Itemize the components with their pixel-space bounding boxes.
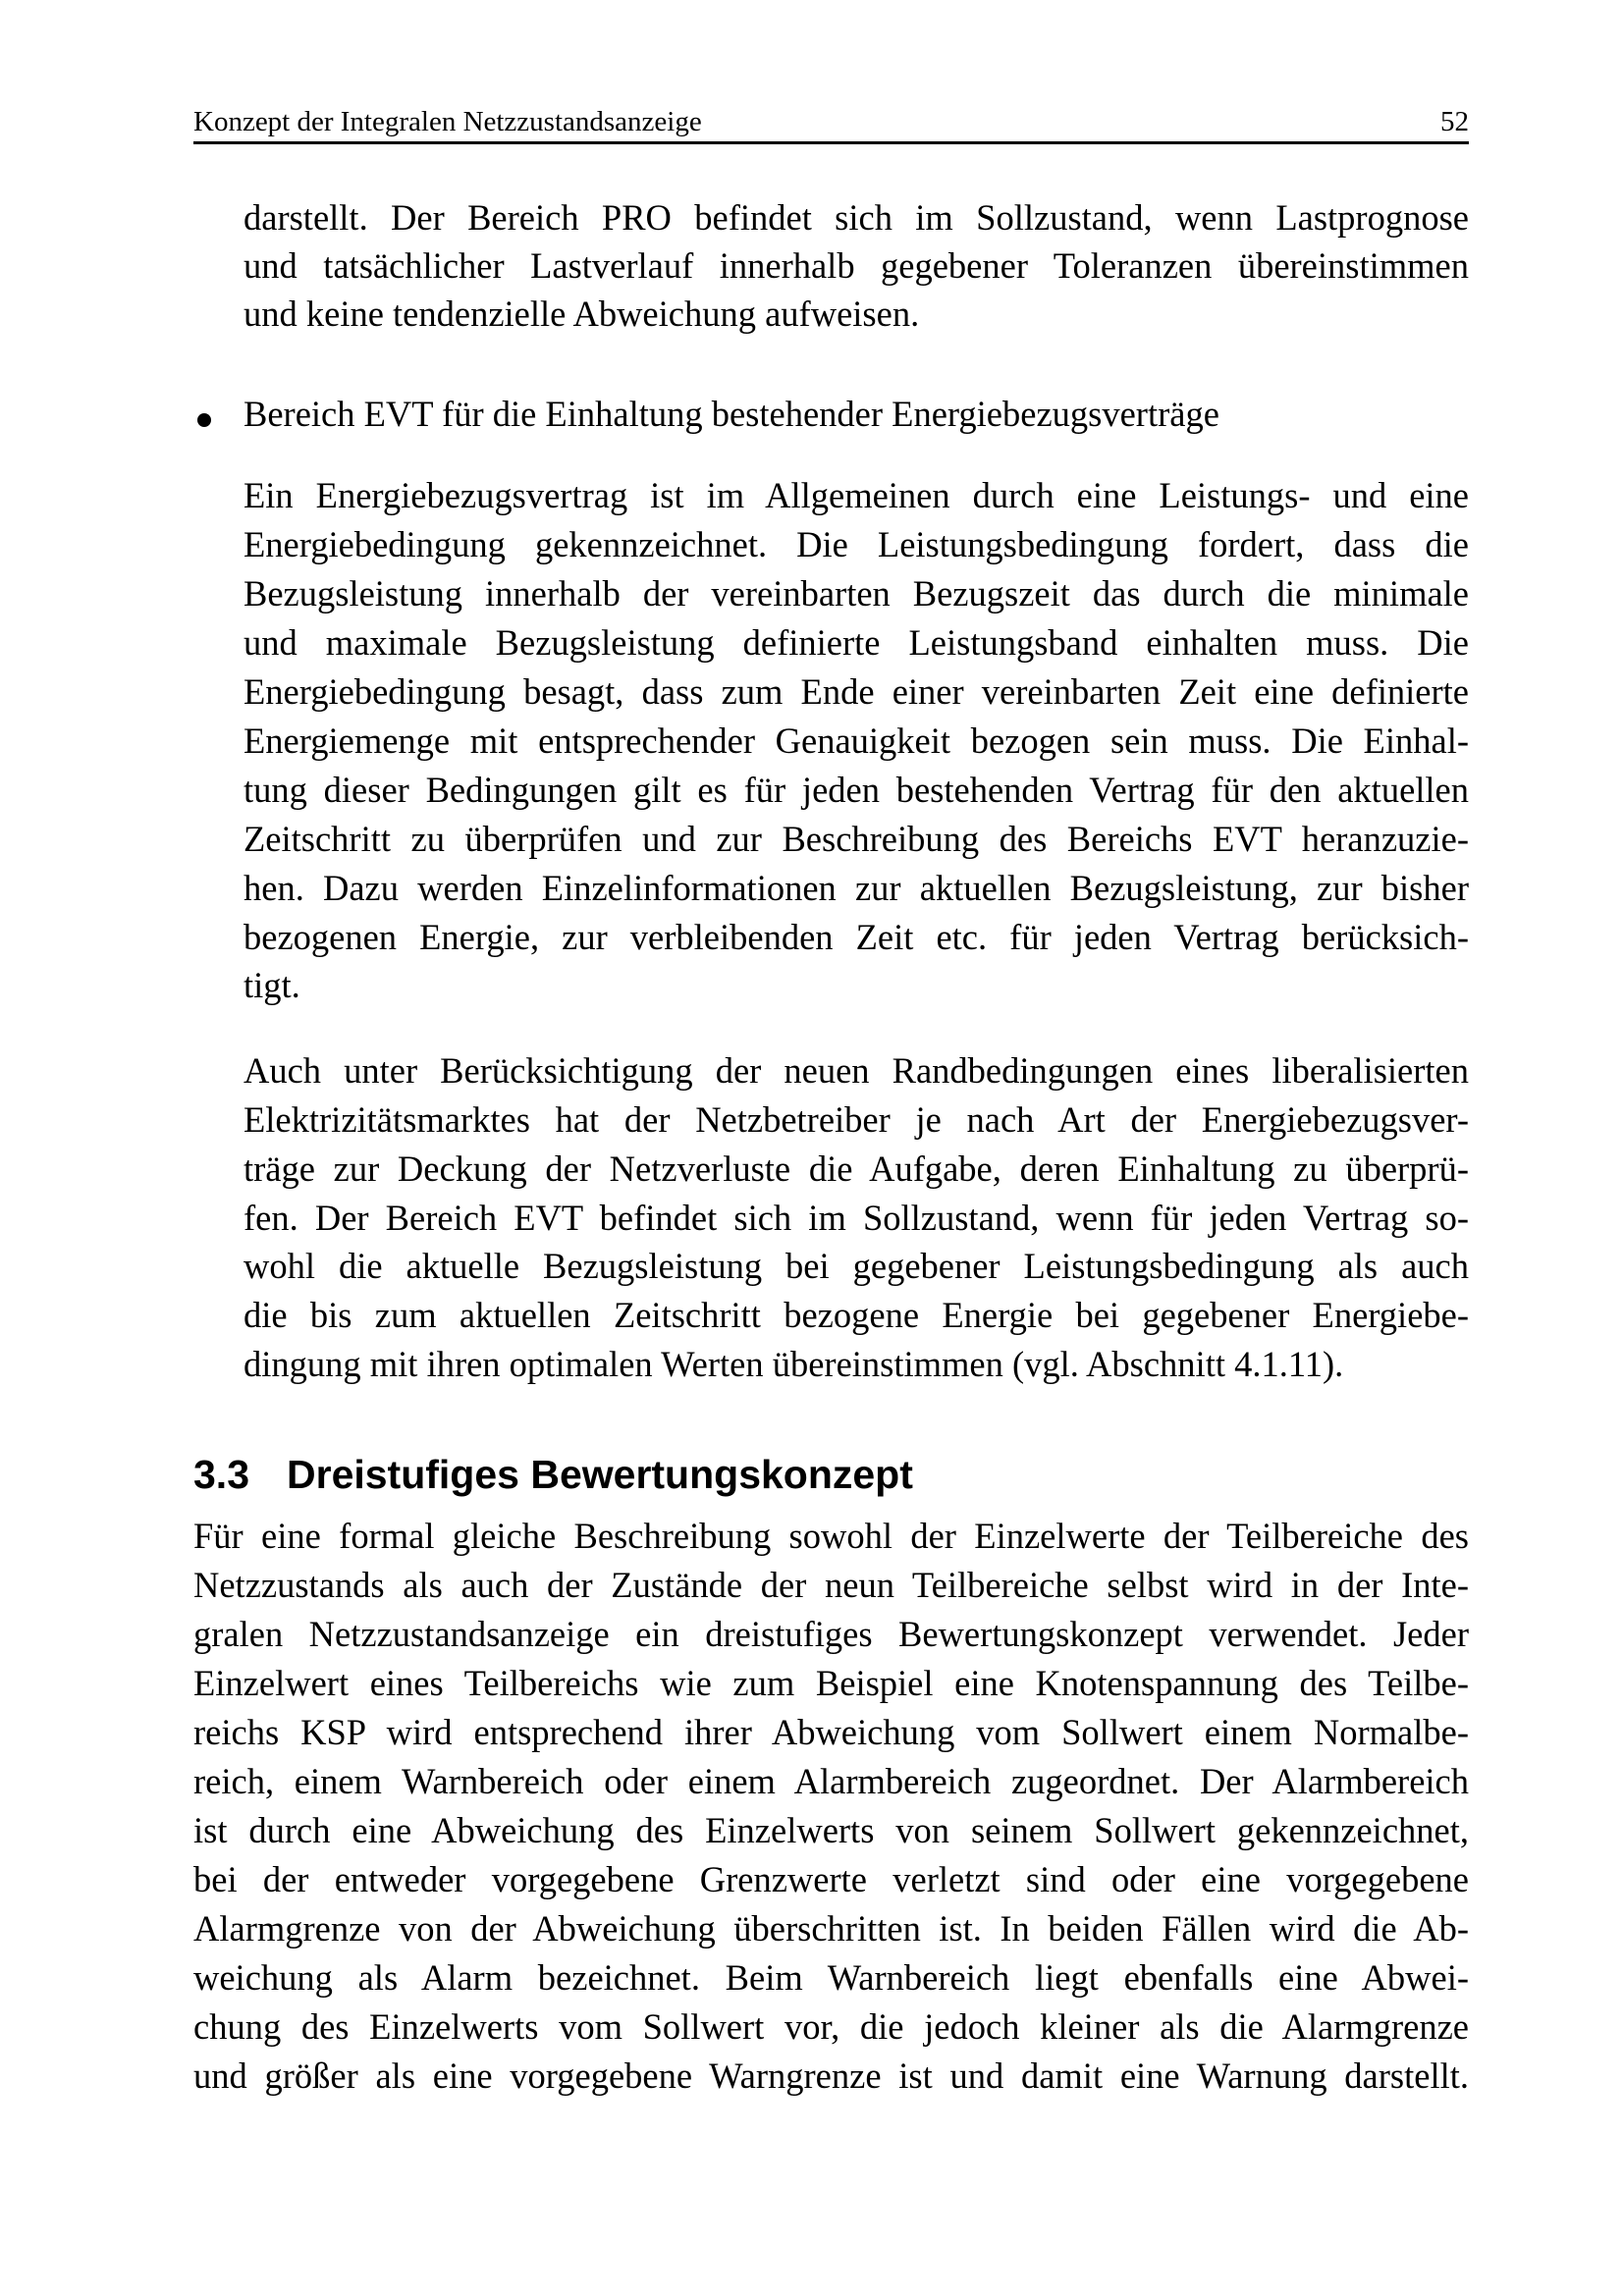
text-line: Bezugsleistung innerhalb der vereinbarten Bezugszeit das durch die minimale <box>243 573 1469 614</box>
text-line: Auch unter Berücksichtigung der neuen Randbedingungen eines liberalisierten <box>243 1050 1469 1091</box>
text-line: träge zur Deckung der Netzverluste die Aufgabe, deren Einhaltung zu überprü- <box>243 1148 1469 1189</box>
text-line: ist durch eine Abweichung des Einzelwerts von seinem Sollwert gekennzeichnet, <box>193 1810 1469 1850</box>
text-line: Einzelwert eines Teilbereichs wie zum Beispiel eine Knotenspannung des Teilbe- <box>193 1663 1469 1703</box>
text-line: fen. Der Bereich EVT befindet sich im Sollzustand, wenn für jeden Vertrag so- <box>243 1198 1469 1238</box>
running-header <box>193 106 1469 144</box>
text-line: reich, einem Warnbereich oder einem Alarmbereich zugeordnet. Der Alarmbereich <box>193 1761 1469 1801</box>
section-heading <box>193 1451 913 1498</box>
text-line: die bis zum aktuellen Zeitschritt bezogene Energie bei gegebener Energiebe- <box>243 1295 1469 1335</box>
text-line: dingung mit ihren optimalen Werten übereinstimmen (vgl. Abschnitt 4.1.11). <box>243 1344 1344 1384</box>
text-line: Ein Energiebezugsvertrag ist im Allgemeinen durch eine Leistungs- und eine <box>243 475 1469 515</box>
text-line: und größer als eine vorgegebene Warngrenze ist und damit eine Warnung darstellt. <box>193 2056 1469 2096</box>
section-title: Dreistufiges Bewertungskonzept <box>287 1452 913 1497</box>
text-line: bei der entweder vorgegebene Grenzwerte verletzt sind oder eine vorgegebene <box>193 1859 1469 1899</box>
section-number: 3.3 <box>193 1452 249 1497</box>
text-line: Alarmgrenze von der Abweichung überschritten ist. In beiden Fällen wird die Ab- <box>193 1908 1469 1949</box>
text-line: weichung als Alarm bezeichnet. Beim Warnbereich liegt ebenfalls eine Abwei- <box>193 1957 1469 1998</box>
text-line: tigt. <box>243 965 300 1005</box>
text-line: und maximale Bezugsleistung definierte Leistungsband einhalten muss. Die <box>243 622 1469 663</box>
bullet-label: Bereich EVT für die Einhaltung bestehender Energiebezugsverträge <box>243 394 1219 434</box>
text-line: gralen Netzzustandsanzeige ein dreistufiges Bewertungskonzept verwendet. Jeder <box>193 1614 1469 1654</box>
text-line: chung des Einzelwerts vom Sollwert vor, die jedoch kleiner als die Alarmgrenze <box>193 2006 1469 2047</box>
text-line: Für eine formal gleiche Beschreibung sowohl der Einzelwerte der Teilbereiche des <box>193 1516 1469 1556</box>
text-line: wohl die aktuelle Bezugsleistung bei gegebener Leistungsbedingung als auch <box>243 1246 1469 1286</box>
text-line: tung dieser Bedingungen gilt es für jeden bestehenden Vertrag für den aktuellen <box>243 770 1469 810</box>
running-header-title: Konzept der Integralen Netzzustandsanzeige <box>193 106 702 137</box>
text-line: Energiebedingung gekennzeichnet. Die Leistungsbedingung fordert, dass die <box>243 524 1469 564</box>
text-line: Zeitschritt zu überprüfen und zur Beschreibung des Bereichs EVT heranzuzie- <box>243 819 1469 859</box>
text-line: reichs KSP wird entsprechend ihrer Abweichung vom Sollwert einem Normalbe- <box>193 1712 1469 1752</box>
text-line: darstellt. Der Bereich PRO befindet sich im Sollzustand, wenn Lastprognose <box>243 197 1469 238</box>
text-line: Energiemenge mit entsprechender Genauigkeit bezogen sein muss. Die Einhal- <box>243 721 1469 761</box>
text-line: Elektrizitätsmarktes hat der Netzbetreiber je nach Art der Energiebezugsver- <box>243 1099 1469 1140</box>
text-line: Netzzustands als auch der Zustände der neun Teilbereiche selbst wird in der Inte- <box>193 1565 1469 1605</box>
text-line: Energiebedingung besagt, dass zum Ende einer vereinbarten Zeit eine definierte <box>243 671 1469 712</box>
bullet-icon <box>197 413 211 427</box>
text-line: bezogenen Energie, zur verbleibenden Zeit etc. für jeden Vertrag berücksich- <box>243 917 1469 957</box>
text-line: und keine tendenzielle Abweichung aufweisen. <box>243 294 920 334</box>
page-number: 52 <box>1440 106 1469 137</box>
text-line: und tatsächlicher Lastverlauf innerhalb gegebener Toleranzen übereinstimmen <box>243 245 1469 286</box>
text-line: hen. Dazu werden Einzelinformationen zur aktuellen Bezugsleistung, zur bisher <box>243 868 1469 908</box>
